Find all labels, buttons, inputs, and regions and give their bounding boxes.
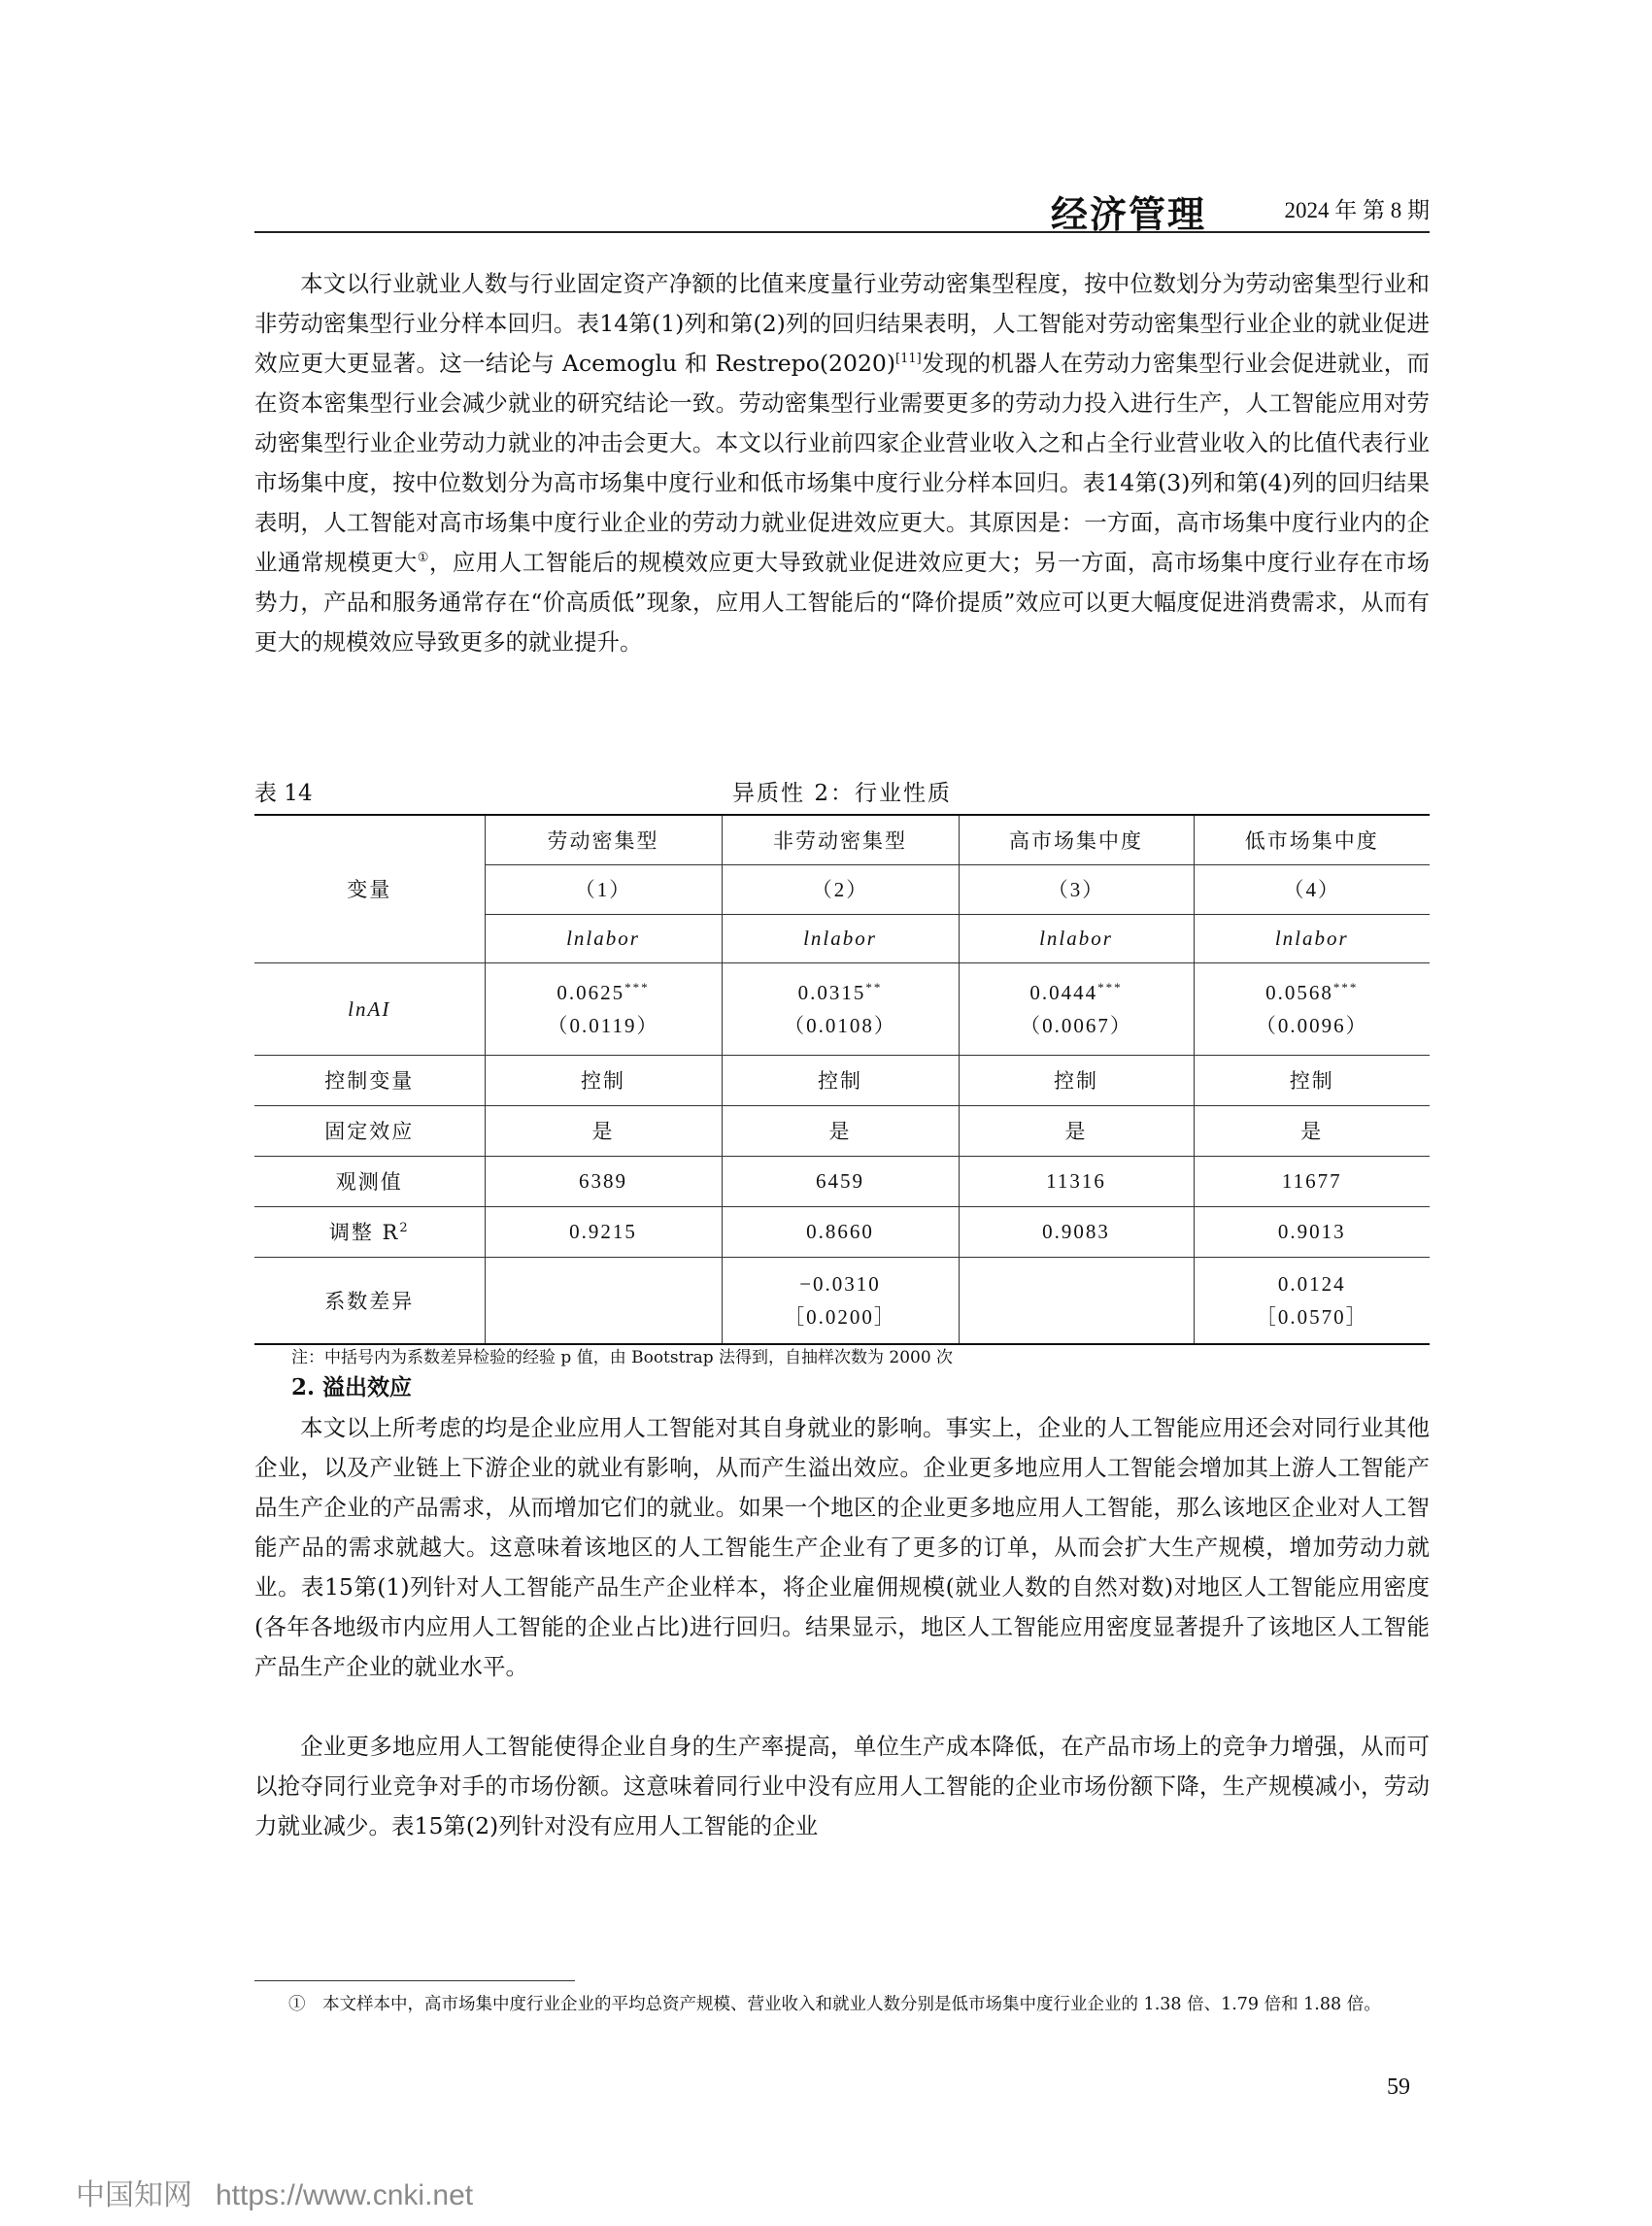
coef-cell [722,962,959,1055]
paragraph-1 [254,264,1430,662]
table-cell: 0.9215 [485,1206,722,1257]
dependent-variable: lnlabor [722,914,959,962]
table-row [254,1257,1430,1344]
group-header: 非劳动密集型 [722,815,959,864]
r-squared-label [254,1206,485,1257]
diff-cell [959,1257,1194,1344]
para1-text: 本文以行业就业人数与行业固定资产净额的比值来度量行业劳动密集型程度，按中位数划分为劳动密集型行业和非劳动密集型行业分样本回归。表14第(1)列和第(2)列的回归结果表明，人工智能对劳动密集型行业企业的就业促进效应更大更显著。这一结论与 Acemoglu 和 Restrepo(2020) [254,270,1430,377]
diff-pvalue: ［0.0200］ [784,1304,896,1329]
citation-ref: [11] [895,352,922,367]
coef-value: 0.0568 [1265,980,1333,1004]
table-cell: 是 [959,1105,1194,1156]
coef-value: 0.0315 [797,980,866,1004]
table-cell: 0.8660 [722,1206,959,1257]
column-number: （3） [959,864,1194,914]
table-cell: 0.9013 [1194,1206,1430,1257]
table-cell: 控制 [485,1055,722,1105]
diff-cell [485,1257,722,1344]
table-row [254,1206,1430,1257]
table-cell: 是 [1194,1105,1430,1156]
coef-diff-label: 系数差异 [254,1257,485,1344]
watermark [76,2171,473,2213]
section-heading: 2. 溢出效应 [291,1374,413,1400]
page-number: 59 [1387,2074,1410,2100]
para3-text: 企业更多地应用人工智能使得企业自身的生产率提高，单位生产成本降低，在产品市场上的竞争力增强，从而可以抢夺同行业竞争对手的市场份额。这意味着同行业中没有应用人工智能的企业市场份额下降，生产规模减小，劳动力就业减少。表15第(2)列针对没有应用人工智能的企业 [254,1733,1430,1839]
table-cell: 控制 [959,1055,1194,1105]
coef-value: 0.0444 [1029,980,1098,1004]
group-header: 高市场集中度 [959,815,1194,864]
coef-label: lnAI [254,962,485,1055]
table-note: 注：中括号内为系数差异检验的经验 p 值，由 Bootstrap 法得到，自抽样次数为 2000 次 [291,1348,954,1367]
issue-label: 2024 年 第 8 期 [1284,198,1430,222]
para1-text3: ，应用人工智能后的规模效应更大导致就业促进效应更大；另一方面，高市场集中度行业存在市场势力，产品和服务通常存在“价高质低”现象，应用人工智能后的“降价提质”效应可以更大幅度促进消费需求，从而有更大的规模效应导致更多的就业提升。 [254,549,1431,656]
table-cell: 6459 [722,1156,959,1206]
watermark-brand: 中国知网 [76,2178,192,2212]
table-number: 表 14 [254,781,313,806]
r2-superscript: 2 [399,1221,410,1235]
significance-stars: *** [1332,979,1359,995]
std-error: （0.0067） [1020,1013,1132,1037]
column-number: （2） [722,864,959,914]
significance-stars: *** [624,979,650,995]
std-error: （0.0096） [1255,1013,1368,1037]
table-row [254,1055,1430,1105]
r2-label-text: 调整 R [328,1221,400,1244]
paragraph-2 [254,1408,1430,1687]
coef-cell [485,962,722,1055]
footnote-mark: ① [417,551,429,566]
dependent-variable: lnlabor [1194,914,1430,962]
fixed-effects-label: 固定效应 [254,1105,485,1156]
running-header [254,185,1430,236]
table-row [254,815,1430,864]
dependent-variable: lnlabor [485,914,722,962]
column-number: （1） [485,864,722,914]
diff-value: −0.0310 [799,1271,881,1296]
watermark-url: https://www.cnki.net [216,2179,474,2211]
para2-text: 本文以上所考虑的均是企业应用人工智能对其自身就业的影响。事实上，企业的人工智能应用还会对同行业其他企业，以及产业链上下游企业的就业有影响，从而产生溢出效应。企业更多地应用人工智能会增加其上游人工智能产品生产企业的产品需求，从而增加它们的就业。如果一个地区的企业更多地应用人工智能，那么该地区企业对人工智能产品的需求就越大。这意味着该地区的人工智能生产企业有了更多的订单，从而会扩大生产规模，增加劳动力就业。表15第(1)列针对人工智能产品生产企业样本，将企业雇佣规模(就业人数的自然对数)对地区人工智能应用密度(各年各地级市内应用人工智能的企业占比)进行回归。结果显示，地区人工智能应用密度显著提升了该地区人工智能产品生产企业的就业水平。 [254,1414,1430,1680]
table-cell: 控制 [722,1055,959,1105]
group-header: 低市场集中度 [1194,815,1430,864]
table-cell: 是 [485,1105,722,1156]
variable-header: 变量 [254,815,485,962]
table-row [254,1105,1430,1156]
table-cell: 11316 [959,1156,1194,1206]
table-cell: 是 [722,1105,959,1156]
controls-label: 控制变量 [254,1055,485,1105]
table-cell: 控制 [1194,1055,1430,1105]
coef-cell [1194,962,1430,1055]
table-cell: 0.9083 [959,1206,1194,1257]
dependent-variable: lnlabor [959,914,1194,962]
table-caption [254,775,1430,810]
table-title: 异质性 2：行业性质 [732,781,952,806]
table-row [254,962,1430,1055]
footnote-divider [254,1980,575,1981]
observations-label: 观测值 [254,1156,485,1206]
std-error: （0.0108） [784,1013,896,1037]
coef-cell [959,962,1194,1055]
std-error: （0.0119） [547,1013,659,1037]
group-header: 劳动密集型 [485,815,722,864]
table-cell: 11677 [1194,1156,1430,1206]
coef-value: 0.0625 [556,980,625,1004]
diff-cell [1194,1257,1430,1344]
diff-pvalue: ［0.0570］ [1255,1304,1368,1329]
regression-table [254,814,1430,1345]
table-row [254,1156,1430,1206]
table-cell: 6389 [485,1156,722,1206]
significance-stars: ** [865,979,883,995]
para1-text2: 发现的机器人在劳动力密集型行业会促进就业，而在资本密集型行业会减少就业的研究结论一致。劳动密集型行业需要更多的劳动力投入进行生产，人工智能应用对劳动密集型行业企业劳动力就业的冲击会更大。本文以行业前四家企业营业收入之和占全行业营业收入的比值代表行业市场集中度，按中位数划分为高市场集中度行业和低市场集中度行业分样本回归。表14第(3)列和第(4)列的回归结果表明，人工智能对高市场集中度行业企业的劳动力就业促进效应更大。其原因是：一方面，高市场集中度行业内的企业通常规模更大 [254,350,1431,576]
paragraph-3 [254,1727,1430,1846]
diff-cell [722,1257,959,1344]
footnote: ① 本文样本中，高市场集中度行业企业的平均总资产规模、营业收入和就业人数分别是低市场集中度行业企业的 1.38 倍、1.79 倍和 1.88 倍。 [288,1995,1381,2014]
column-number: （4） [1194,864,1430,914]
journal-logo: 经济管理 [1050,192,1206,236]
significance-stars: *** [1097,979,1123,995]
diff-value: 0.0124 [1277,1271,1346,1296]
